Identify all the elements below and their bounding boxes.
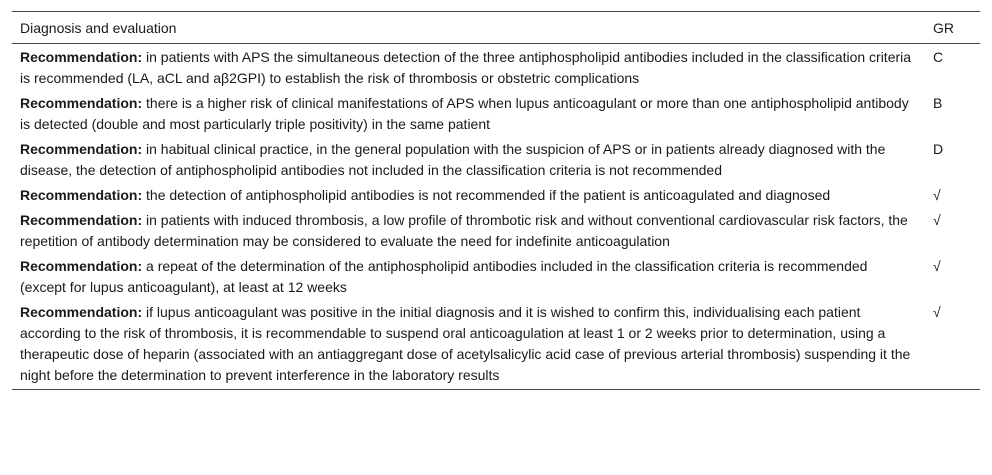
- table-row: [12, 253, 980, 299]
- table-header: [12, 12, 980, 44]
- header-row: [12, 12, 980, 44]
- header-diagnosis-and-evaluation: Diagnosis and evaluation: [12, 12, 922, 44]
- recommendation-text: there is a higher risk of clinical manifestations of APS when lupus anticoagulant or more than one antiphospholipid antibody is detected (double and most particularly triple positivity) in the same patient: [20, 95, 909, 132]
- recommendation-label: Recommendation:: [20, 95, 143, 111]
- table-row: [12, 90, 980, 136]
- recommendation-cell: [12, 299, 922, 390]
- recommendations-table: [12, 11, 980, 390]
- recommendation-label: Recommendation:: [20, 258, 143, 274]
- grade-cell: D: [933, 141, 944, 157]
- recommendation-cell: [12, 136, 922, 182]
- grade-cell: √: [922, 299, 980, 390]
- recommendation-label: Recommendation:: [20, 304, 143, 320]
- recommendation-cell: [12, 253, 922, 299]
- table-row: [12, 136, 980, 182]
- table-row: [12, 182, 980, 207]
- recommendation-text: in habitual clinical practice, in the general population with the suspicion of APS or in patients already diagnosed with the disease, the detection of antiphospholipid antibodies not included in the classification criteria is not recommended: [20, 141, 886, 178]
- recommendation-text: if lupus anticoagulant was positive in the initial diagnosis and it is wished to confirm this, individualising each patient according to the risk of thrombosis, it is recommendable to suspend oral anticoagulation at least 1 or 2 weeks prior to determination, using a therapeutic dose of heparin (associated with an antiaggregant dose of acetylsalicylic acid case of previous arterial thrombosis) suspending it the night before the determination to prevent interference in the laboratory results: [20, 304, 911, 383]
- table-row: [12, 207, 980, 253]
- recommendation-text: a repeat of the determination of the antiphospholipid antibodies included in the classification criteria is recommended (except for lupus anticoagulant), at least at 12 weeks: [20, 258, 868, 295]
- recommendation-label: Recommendation:: [20, 49, 143, 65]
- header-grade: GR: [922, 12, 980, 44]
- recommendation-cell: [12, 90, 922, 136]
- grade-cell: C: [933, 49, 944, 65]
- recommendation-cell: [12, 182, 922, 207]
- recommendation-text: in patients with APS the simultaneous detection of the three antiphospholipid antibodies included in the classification criteria is recommended (LA, aCL and aβ2GPI) to establish the risk of thrombosis or obstetric complications: [20, 49, 912, 86]
- grade-cell: √: [933, 212, 941, 228]
- recommendations-table-container: [12, 11, 980, 390]
- recommendation-cell: [12, 44, 922, 91]
- table-row: [12, 44, 980, 91]
- table-body: [12, 44, 980, 390]
- recommendation-label: Recommendation:: [20, 212, 143, 228]
- recommendation-text: in patients with induced thrombosis, a low profile of thrombotic risk and without conventional cardiovascular risk factors, the repetition of antibody determination may be considered to evaluate the need for indefinite anticoagulation: [20, 212, 908, 249]
- grade-cell: √: [933, 187, 941, 203]
- recommendation-label: Recommendation:: [20, 187, 143, 203]
- recommendation-text: the detection of antiphospholipid antibodies is not recommended if the patient is anticoagulated and diagnosed: [142, 187, 831, 203]
- grade-cell: B: [933, 95, 943, 111]
- grade-cell: √: [933, 258, 941, 274]
- recommendation-label: Recommendation:: [20, 141, 143, 157]
- recommendation-cell: [12, 207, 922, 253]
- table-row: [12, 299, 980, 390]
